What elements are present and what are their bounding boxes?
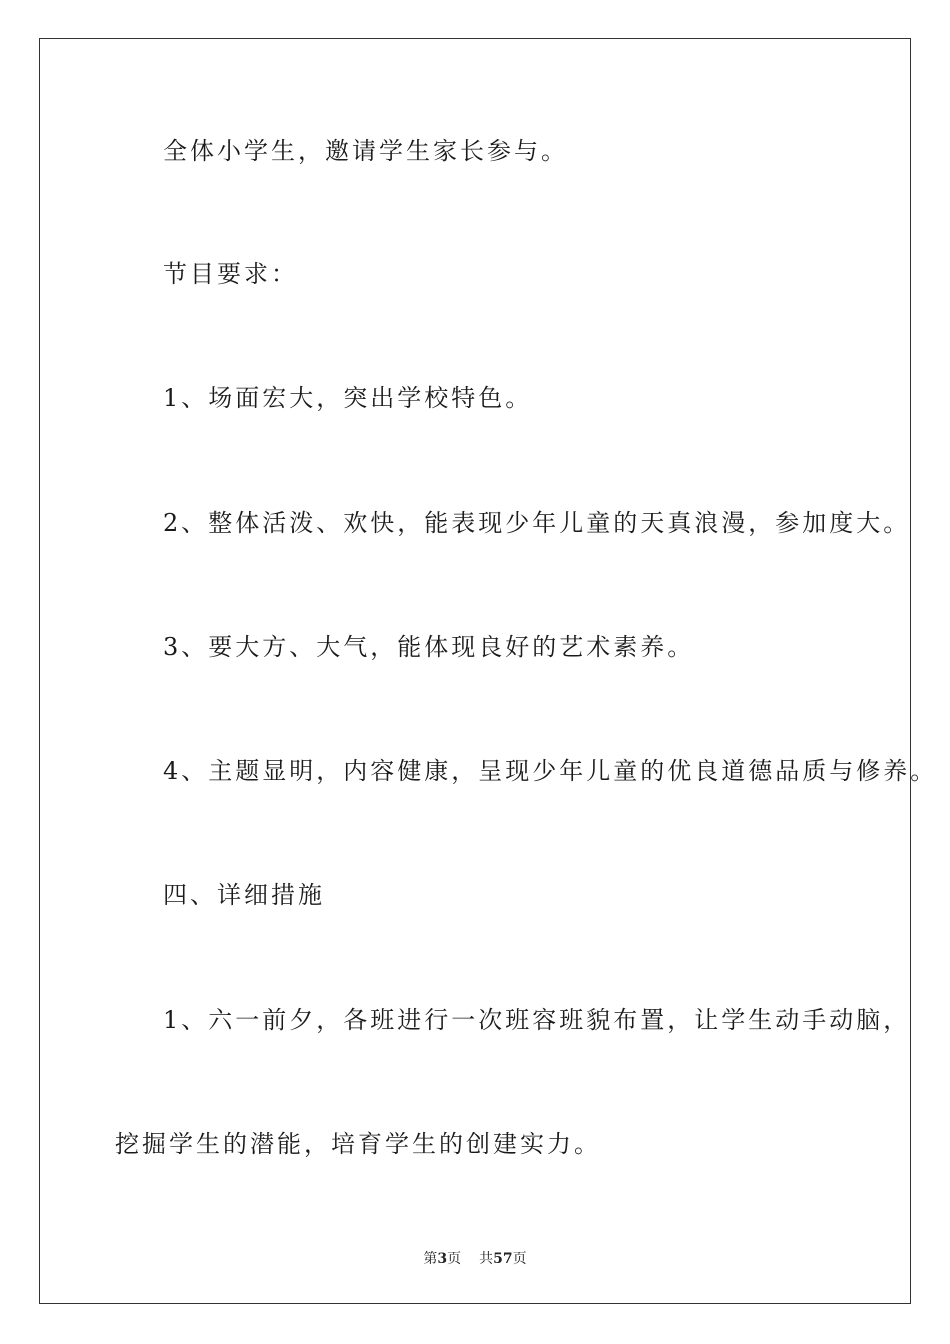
paragraph-line-2: 节目要求： — [163, 260, 298, 288]
footer-prefix: 第 — [423, 1251, 438, 1267]
paragraph-line-8: 1、六一前夕，各班进行一次班容班貌布置，让学生动手动脑， — [163, 1006, 911, 1034]
paragraph-line-6: 4、主题显明，内容健康，呈现少年儿童的优良道德品质与修养。 — [163, 757, 938, 785]
footer-current-page: 3 — [437, 1251, 448, 1267]
page-border — [39, 38, 911, 1304]
paragraph-line-9: 挖掘学生的潜能，培育学生的创建实力。 — [115, 1130, 601, 1158]
page-footer — [0, 1248, 950, 1268]
footer-total-unit: 页 — [512, 1251, 527, 1267]
paragraph-line-5: 3、要大方、大气，能体现良好的艺术素养。 — [163, 633, 695, 661]
footer-total-pages: 57 — [493, 1251, 513, 1267]
paragraph-line-3: 1、场面宏大，突出学校特色。 — [163, 384, 533, 412]
paragraph-line-4: 2、整体活泼、欢快，能表现少年儿童的天真浪漫，参加度大。 — [163, 509, 911, 537]
footer-total-prefix: 共 — [479, 1251, 494, 1267]
paragraph-line-1: 全体小学生，邀请学生家长参与。 — [163, 137, 568, 165]
footer-page-unit: 页 — [447, 1251, 462, 1267]
section-heading: 四、详细措施 — [163, 881, 325, 909]
